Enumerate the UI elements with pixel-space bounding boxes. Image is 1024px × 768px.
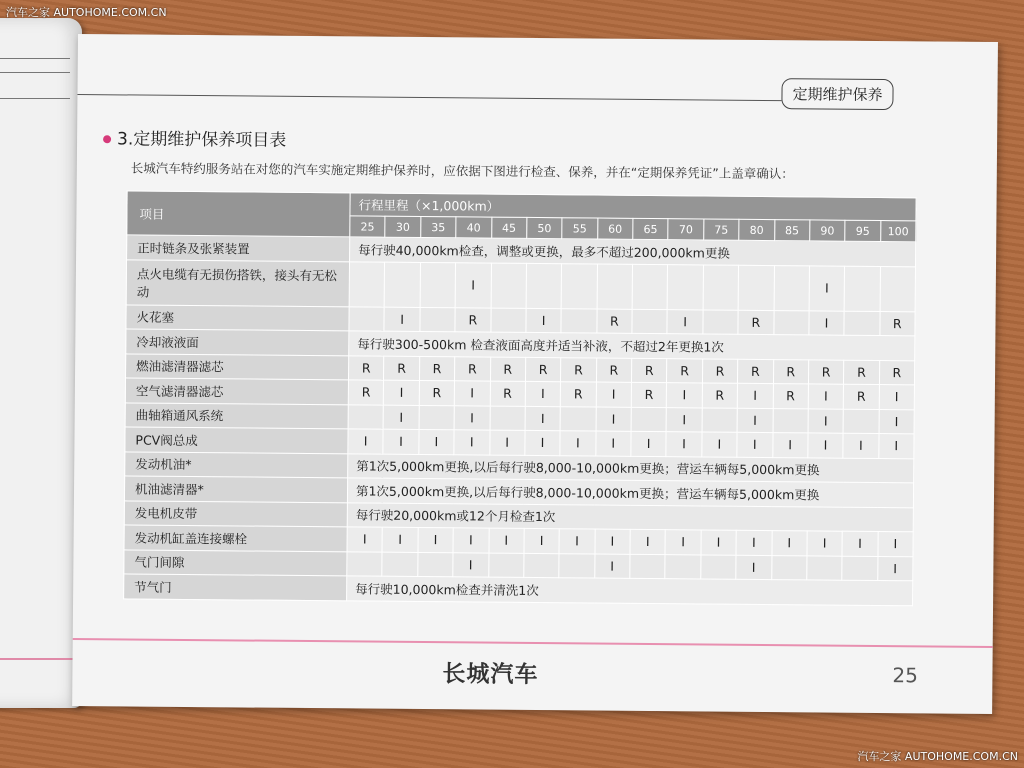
row-cell: R: [738, 359, 774, 384]
row-item-label: 曲轴箱通风系统: [125, 402, 348, 428]
row-item-label: 气门间隙: [124, 549, 347, 575]
row-cell: [561, 263, 597, 308]
mileage-col-55: 55: [562, 218, 598, 239]
mileage-col-70: 70: [668, 219, 704, 240]
row-cell: I: [809, 265, 845, 310]
row-cell: I: [879, 409, 915, 434]
row-cell: R: [667, 358, 703, 383]
row-cell: R: [455, 356, 491, 381]
mileage-col-65: 65: [633, 218, 669, 239]
row-cell: [347, 551, 383, 576]
page-number: 25: [892, 663, 918, 688]
row-note: 第1次5,000km更换,以后每行驶8,000-10,000km更换；营运车辆每5,000km更换: [348, 453, 914, 482]
row-cell: I: [559, 529, 595, 554]
row-cell: I: [843, 433, 879, 458]
row-cell: [560, 406, 596, 431]
row-cell: I: [665, 530, 701, 555]
row-cell: [701, 554, 737, 579]
row-cell: R: [597, 309, 633, 334]
row-cell: I: [454, 381, 490, 406]
row-cell: [491, 263, 527, 308]
row-cell: [774, 265, 810, 310]
row-cell: I: [419, 429, 455, 454]
row-cell: I: [808, 433, 844, 458]
row-cell: [842, 556, 878, 581]
row-cell: [382, 552, 418, 577]
row-cell: R: [844, 384, 880, 409]
row-cell: I: [347, 527, 383, 552]
row-cell: I: [771, 531, 807, 556]
row-cell: I: [526, 308, 562, 333]
row-cell: [490, 406, 526, 431]
row-cell: I: [702, 432, 738, 457]
row-cell: I: [737, 383, 773, 408]
col-header-item: 项目: [127, 191, 350, 237]
row-cell: I: [842, 531, 878, 556]
row-cell: I: [489, 430, 525, 455]
row-cell: I: [666, 432, 702, 457]
section-tag: 定期维护保养: [781, 78, 893, 110]
table-body: [124, 235, 916, 605]
row-cell: [773, 310, 809, 335]
row-cell: I: [701, 530, 737, 555]
row-cell: [807, 555, 843, 580]
mileage-col-95: 95: [845, 220, 881, 241]
mileage-col-50: 50: [527, 217, 563, 238]
section-title: [103, 124, 286, 151]
row-cell: I: [737, 432, 773, 457]
row-item-label: 节气门: [124, 574, 347, 600]
bullet-dot-icon: [103, 135, 111, 143]
row-item-label: PCV阀总成: [125, 427, 348, 453]
row-cell: I: [383, 405, 419, 430]
row-cell: I: [808, 408, 844, 433]
row-cell: [526, 263, 562, 308]
row-cell: I: [594, 554, 630, 579]
row-note: 每行驶20,000km或12个月检查1次: [347, 502, 913, 531]
row-cell: I: [737, 408, 773, 433]
row-cell: [665, 554, 701, 579]
row-cell: I: [383, 429, 419, 454]
row-cell: R: [631, 358, 667, 383]
left-page-edge: [0, 18, 82, 708]
row-cell: [559, 553, 595, 578]
row-note: 每行驶40,000km检查，调整或更换，最多不超过200,000km更换: [350, 237, 916, 266]
row-cell: I: [809, 310, 845, 335]
row-cell: I: [488, 528, 524, 553]
row-cell: [771, 555, 807, 580]
section-intro: 长城汽车特约服务站在对您的汽车实施定期维护保养时，应依据下图进行检查、保养，并在“定期保养凭证”上盖章确认：: [130, 160, 794, 182]
row-cell: R: [490, 381, 526, 406]
mileage-col-40: 40: [456, 217, 492, 238]
row-cell: I: [596, 407, 632, 432]
row-cell: [703, 309, 739, 334]
row-cell: R: [384, 356, 420, 381]
row-cell: [631, 407, 667, 432]
row-cell: [702, 407, 738, 432]
row-cell: [632, 264, 668, 309]
row-cell: R: [808, 359, 844, 384]
row-cell: I: [524, 528, 560, 553]
row-cell: I: [455, 262, 491, 307]
row-cell: I: [879, 385, 915, 410]
row-cell: I: [630, 529, 666, 554]
row-cell: [418, 552, 454, 577]
mileage-col-60: 60: [597, 218, 633, 239]
row-cell: [419, 405, 455, 430]
row-cell: R: [561, 382, 597, 407]
row-cell: [385, 262, 421, 307]
row-cell: [844, 266, 880, 311]
row-cell: I: [596, 382, 632, 407]
row-cell: I: [666, 407, 702, 432]
row-cell: [490, 308, 526, 333]
col-header-mileage: 行程里程（×1,000km）: [350, 193, 916, 221]
row-cell: [488, 553, 524, 578]
watermark-bottom-right: 汽车之家 AUTOHOME.COM.CN: [857, 750, 1018, 763]
row-cell: I: [878, 531, 914, 556]
row-cell: I: [772, 433, 808, 458]
manual-page: [72, 34, 998, 714]
row-cell: [420, 307, 456, 332]
row-cell: [844, 311, 880, 336]
row-cell: I: [631, 431, 667, 456]
row-cell: [349, 306, 385, 331]
row-cell: [773, 408, 809, 433]
row-cell: R: [702, 383, 738, 408]
row-note: 每行驶300-500km 检查液面高度并适当补液，不超过2年更换1次: [349, 331, 915, 360]
row-cell: I: [454, 430, 490, 455]
row-cell: R: [525, 357, 561, 382]
row-cell: I: [418, 527, 454, 552]
row-cell: I: [384, 380, 420, 405]
row-item-label: 冷却液液面: [126, 329, 349, 355]
maintenance-table-area: [123, 190, 917, 623]
row-cell: [632, 309, 668, 334]
row-cell: R: [773, 359, 809, 384]
row-cell: I: [453, 528, 489, 553]
row-cell: I: [525, 406, 561, 431]
row-note: 第1次5,000km更换,以后每行驶8,000-10,000km更换；营运车辆每5,000km更换: [347, 478, 913, 507]
row-cell: I: [736, 530, 772, 555]
row-cell: R: [738, 310, 774, 335]
row-cell: [597, 264, 633, 309]
row-cell: [348, 404, 384, 429]
mileage-col-80: 80: [739, 219, 775, 240]
table-row: [126, 259, 915, 311]
mileage-col-90: 90: [810, 220, 846, 241]
row-cell: R: [596, 358, 632, 383]
row-cell: [703, 264, 739, 309]
row-cell: I: [348, 429, 384, 454]
row-cell: R: [561, 357, 597, 382]
row-cell: R: [879, 360, 915, 385]
row-cell: R: [880, 311, 916, 336]
maintenance-table: [123, 190, 917, 605]
row-cell: R: [844, 360, 880, 385]
row-cell: [667, 264, 703, 309]
row-item-label: 火花塞: [126, 304, 349, 330]
row-item-label: 点火电缆有无损伤搭铁，接头有无松动: [126, 259, 349, 306]
mileage-col-85: 85: [774, 220, 810, 241]
row-cell: I: [525, 430, 561, 455]
header-rule: [77, 94, 781, 101]
row-cell: I: [595, 529, 631, 554]
footer-rule: [73, 638, 993, 648]
row-cell: R: [455, 307, 491, 332]
row-cell: I: [807, 531, 843, 556]
row-cell: I: [384, 307, 420, 332]
row-cell: R: [702, 358, 738, 383]
mileage-col-100: 100: [880, 221, 916, 242]
row-item-label: 发电机皮带: [124, 500, 347, 526]
row-cell: I: [560, 431, 596, 456]
row-cell: R: [773, 384, 809, 409]
brand-logo: 长城汽车: [442, 661, 539, 689]
row-note: 每行驶10,000km检查并清洗1次: [347, 576, 913, 605]
row-cell: [630, 554, 666, 579]
row-cell: R: [348, 380, 384, 405]
section-title-text: 3.定期维护保养项目表: [116, 129, 287, 151]
row-cell: I: [878, 434, 914, 459]
mileage-col-75: 75: [703, 219, 739, 240]
row-item-label: 发动机缸盖连接螺栓: [124, 525, 347, 551]
row-cell: [843, 409, 879, 434]
mileage-col-25: 25: [350, 216, 386, 237]
mileage-col-45: 45: [491, 217, 527, 238]
row-cell: I: [667, 383, 703, 408]
row-cell: [420, 262, 456, 307]
row-cell: [738, 265, 774, 310]
row-cell: R: [490, 357, 526, 382]
mileage-col-35: 35: [420, 216, 456, 237]
row-cell: [880, 266, 916, 311]
row-cell: I: [382, 527, 418, 552]
row-cell: I: [667, 309, 703, 334]
row-item-label: 发动机油*: [125, 451, 348, 477]
row-cell: I: [736, 555, 772, 580]
row-item-label: 空气滤清器滤芯: [125, 378, 348, 404]
row-cell: R: [348, 355, 384, 380]
row-cell: [349, 261, 385, 306]
row-cell: I: [525, 381, 561, 406]
row-cell: [524, 553, 560, 578]
row-cell: I: [453, 552, 489, 577]
row-cell: R: [419, 380, 455, 405]
row-cell: I: [808, 384, 844, 409]
row-cell: R: [631, 382, 667, 407]
mileage-col-30: 30: [385, 216, 421, 237]
row-item-label: 正时链条及张紧装置: [127, 235, 350, 261]
row-item-label: 机油滤清器*: [124, 476, 347, 502]
row-cell: I: [454, 405, 490, 430]
row-cell: I: [877, 556, 913, 581]
watermark-top-left: 汽车之家 AUTOHOME.COM.CN: [6, 6, 167, 19]
row-cell: I: [595, 431, 631, 456]
row-cell: [561, 308, 597, 333]
row-item-label: 燃油滤清器滤芯: [126, 353, 349, 379]
row-cell: R: [419, 356, 455, 381]
